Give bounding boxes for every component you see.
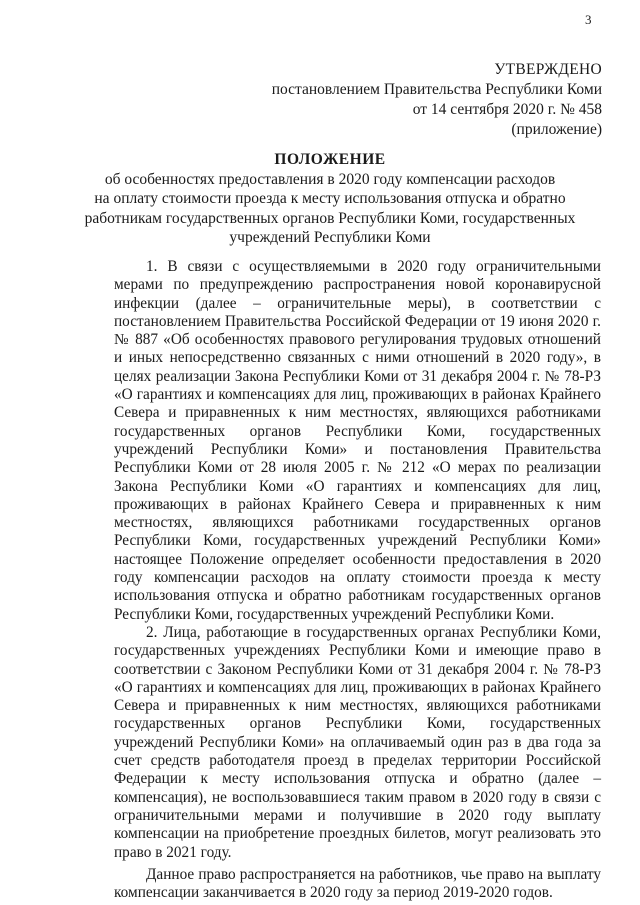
paragraph-3: Данное право распространяется на работников, чье право на выплату компенсации заканчивается в 2020 году за период 2019-2020 годов. <box>114 865 601 902</box>
approval-stamp-block <box>242 60 602 140</box>
title-line-2: на оплату стоимости проезда к месту использования отпуска и обратно <box>94 190 566 207</box>
approved-label: УТВЕРЖДЕНО <box>494 61 602 78</box>
document-heading: ПОЛОЖЕНИЕ <box>274 151 386 168</box>
title-line-4: учреждений Республики Коми <box>229 229 431 246</box>
paragraph-2: 2. Лица, работающие в государственных органах Республики Коми, государственных учреждениях Республики Коми и имеющие право в соответствии с Законом Республики Коми от 31 декабря 2004 г. № 78-РЗ «О гарантиях и компенсациях для лиц, проживающих в районах Крайнего Севера и приравненных к ним местностях, являющихся работниками государственных органов Республики Коми, государственных учреждений Республики Коми» на оплачиваемый один раз в два года за счет средств работодателя проезд в пределах территории Российской Федерации к месту использования отпуска и обратно (далее – компенсация), не воспользовавшиеся таким правом в 2020 году в связи с ограничительными мерами и получившие в 2020 году выплату компенсации на приобретение проездных билетов, могут реализовать это право в 2021 году. <box>114 623 601 861</box>
title-line-3: работникам государственных органов Республики Коми, государственных <box>84 209 576 227</box>
page-number: 3 <box>585 12 592 27</box>
title-line-1: об особенностях предоставления в 2020 году компенсации расходов <box>104 170 556 188</box>
document-title-block <box>60 150 600 248</box>
paragraph-1: 1. В связи с осуществляемыми в 2020 году ограничительными мерами по предупреждению распространения новой коронавирусной инфекции (далее – ограничительные меры), в соответствии с постановлением Правительства Российской Федерации от 19 июня 2020 г. № 887 «Об особенностях правового регулирования трудовых отношений и иных непосредственно связанных с ними отношений в 2020 году», в целях реализации Закона Республики Коми от 31 декабря 2004 г. № 78-РЗ «О гарантиях и компенсациях для лиц, проживающих в районах Крайнего Севера и приравненных к ним местностях, являющихся работниками государственных органов Республики Коми, государственных учреждений Республики Коми» и постановления Правительства Республики Коми от 28 июля 2005 г. № 212 «О мерах по реализации Закона Республики Коми «О гарантиях и компенсациях для лиц, проживающих в районах Крайнего Севера и приравненных к ним местностях, являющихся работниками государственных органов Республики Коми, государственных учреждений Республики Коми» настоящее Положение определяет особенности предоставления в 2020 году компенсации расходов на оплату стоимости проезда к месту использования отпуска и обратно работникам государственных органов Республики Коми, государственных учреждений Республики Коми. <box>114 258 601 623</box>
approval-appendix-line: (приложение) <box>511 121 602 138</box>
approval-resolution-line: постановлением Правительства Республики Коми <box>271 81 602 98</box>
approval-date-line: от 14 сентября 2020 г. № 458 <box>412 101 602 118</box>
document-body <box>114 258 601 902</box>
